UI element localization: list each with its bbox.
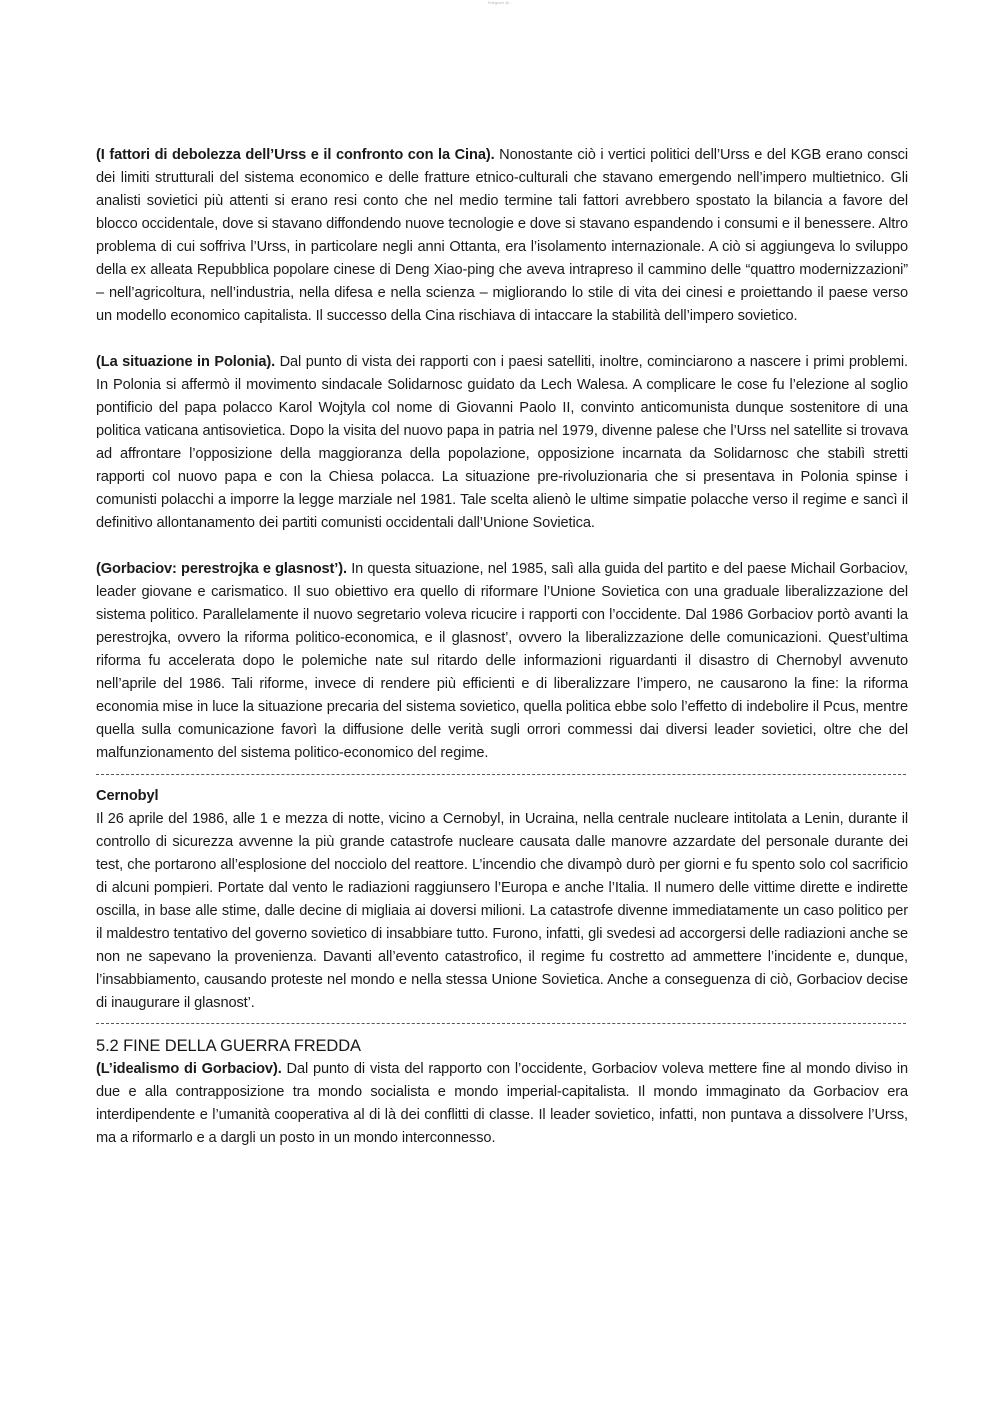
paragraph-urss-cina (96, 144, 908, 328)
cernobyl-box (96, 785, 908, 1015)
box-divider-bottom (96, 1023, 906, 1024)
paragraph-text: Nonostante ciò i vertici politici dell’Urss e del KGB erano consci dei limiti strutturali del sistema economico e delle fratture etnico-culturali che stavano emergendo nell’impero multietnico. Gli analisti sovietici più attenti si erano resi conto che nel medio termine tali fattori avrebbero spostato la bilancia a favore del blocco occidentale, dove si stavano diffondendo nuove tecnologie e dove si stavano espandendo i consumi e il benessere. Altro problema di cui soffriva l’Urss, in particolare negli anni Ottanta, era l’isolamento internazionale. A ciò si aggiungeva lo sviluppo della ex alleata Repubblica popolare cinese di Deng Xiao-ping che aveva intrapreso il cammino delle “quattro modernizzazioni” – nell’agricoltura, nell’industria, nella difesa e nella scienza – migliorando lo stile di vita dei cinesi e proiettando il paese verso un modello economico capitalista. Il successo della Cina rischiava di intaccare la stabilità dell’impero sovietico. (96, 147, 908, 324)
box-title: Cernobyl (96, 788, 159, 804)
paragraph-lead: (Gorbaciov: perestrojka e glasnost’). (96, 561, 347, 577)
paragraph-idealismo (96, 1058, 908, 1150)
paragraph-polonia (96, 351, 908, 535)
box-divider-top (96, 774, 906, 775)
paragraph-lead: (L’idealismo di Gorbaciov). (96, 1061, 282, 1077)
paragraph-text: Dal punto di vista del rapporto con l’occidente, Gorbaciov voleva mettere fine al mondo diviso in due e alla contrapposizione tra mondo socialista e mondo imperial-capitalista. Il mondo immaginato da Gorbaciov era interdipendente e l’umanità cooperativa al di là dei conflitti di classe. Il leader sovietico, infatti, non puntava a dissolvere l’Urss, ma a riformarlo e a dargli un posto in un mondo interconnesso. (96, 1061, 908, 1146)
section-heading: 5.2 FINE DELLA GUERRA FREDDA (96, 1037, 361, 1055)
paragraph-text: Dal punto di vista dei rapporti con i paesi satelliti, inoltre, cominciarono a nascere i primi problemi. In Polonia si affermò il movimento sindacale Solidarnosc guidato da Lech Walesa. A complicare le cose fu l’elezione al soglio pontificio del papa polacco Karol Wojtyla col nome di Giovanni Paolo II, convinto anticomunista dunque sostenitore di una politica vaticana antisovietica. Dopo la visita del nuovo papa in patria nel 1979, divenne palese che l’Urss nel satellite si trovava ad affrontare l’opposizione della maggioranza della popolazione, opposizione incarnata da Solidarnosc che stabilì stretti rapporti col nuovo papa e con la Chiesa polacca. La situazione pre-rivoluzionaria che si presentava in Polonia spinse i comunisti polacchi a imporre la legge marziale nel 1981. Tale scelta alienò le ultime simpatie polacche verso il regime e sancì il definitivo allontanamento dei partiti comunisti occidentali dall’Unione Sovietica. (96, 354, 908, 531)
document-body (96, 144, 908, 1150)
page-watermark: Telegram @... (487, 0, 513, 5)
paragraph-gorbaciov (96, 558, 908, 765)
box-text: Il 26 aprile del 1986, alle 1 e mezza di notte, vicino a Cernobyl, in Ucraina, nella centrale nucleare intitolata a Lenin, durante il controllo di sicurezza avvenne la più grande catastrofe nucleare causata dalle manovre azzardate del personale durante dei test, che portarono all’esplosione del nocciolo del reattore. L’incendio che divampò durò per giorni e fu spento solo col sacrificio di alcuni pompieri. Portate dal vento le radiazioni raggiunsero l’Europa e anche l’Italia. Il numero delle vittime dirette e indirette oscilla, in base alle stime, dalle decine di migliaia ai doversi milioni. La catastrofe divenne immediatamente un caso politico per il maldestro tentativo del governo sovietico di insabbiare tutto. Furono, infatti, gli svedesi ad accorgersi delle radiazioni anche se non ne sapevano la provenienza. Davanti all’evento catastrofico, il regime fu costretto ad ammettere l’incidente e, dunque, l’insabbiamento, causando proteste nel mondo e nella stessa Unione Sovietica. Anche a conseguenza di ciò, Gorbaciov decise di inaugurare il glasnost’. (96, 811, 908, 1011)
paragraph-text: In questa situazione, nel 1985, salì alla guida del partito e del paese Michail Gorbaciov, leader giovane e carismatico. Il suo obiettivo era quello di riformare l’Unione Sovietica con una graduale liberalizzazione del sistema politico. Parallelamente il nuovo segretario voleva ricucire i rapporti con l’occidente. Dal 1986 Gorbaciov portò avanti la perestrojka, ovvero la riforma politico-economica, e il glasnost’, ovvero la liberalizzazione delle comunicazioni. Quest’ultima riforma fu accelerata dopo le polemiche nate sul ritardo delle informazioni riguardanti il disastro di Chernobyl avvenuto nell’aprile del 1986. Tali riforme, invece di rendere più efficienti e di liberalizzare l’impero, ne causarono la fine: la riforma economia mise in luce la situazione precaria del sistema sovietico, quella politica ebbe solo l’effetto di indebolire il Pcus, mentre quella sulla comunicazione favorì la diffusione delle verità sugli orrori commessi dai diversi leader sovietici, oltre che del malfunzionamento del sistema politico-economico del regime. (96, 561, 908, 761)
paragraph-lead: (La situazione in Polonia). (96, 354, 276, 370)
paragraph-lead: (I fattori di debolezza dell’Urss e il confronto con la Cina). (96, 147, 495, 163)
